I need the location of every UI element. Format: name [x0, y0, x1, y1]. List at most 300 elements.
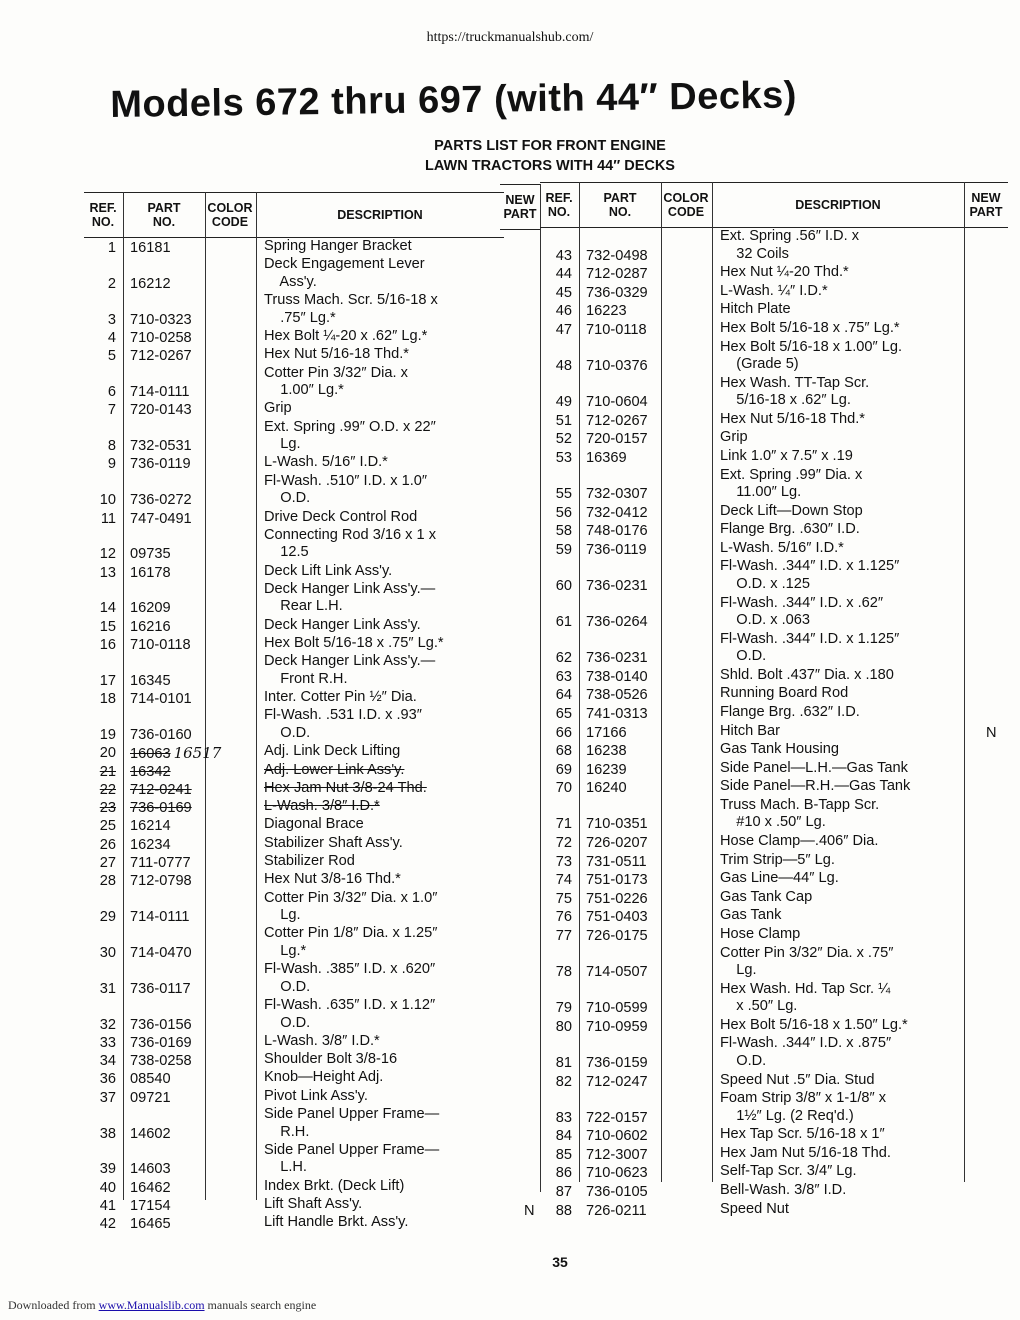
- part-no-text: 736-0231: [586, 577, 648, 594]
- part-no: [130, 1124, 171, 1144]
- description: Hitch Plate: [720, 301, 791, 318]
- ref-no: 43: [555, 247, 572, 264]
- description: Hex Nut 3/8-16 Thd.*: [264, 871, 401, 888]
- ref-no: 63: [555, 668, 572, 685]
- description: Flange Brg. .632″ I.D.: [720, 703, 860, 720]
- parts-row-64: [540, 685, 1008, 705]
- parts-row-11: [84, 509, 504, 529]
- part-no: [586, 484, 648, 504]
- part-no: [130, 563, 171, 583]
- parts-row-66: [540, 723, 1008, 743]
- description: Hitch Bar: [720, 722, 781, 739]
- description: Ext. Spring .56″ I.D. x 32 Coils: [720, 228, 859, 262]
- footer-prefix: Downloaded from: [8, 1298, 99, 1312]
- part-no: [130, 346, 192, 366]
- part-no: [586, 356, 648, 376]
- subtitle-line-1: PARTS LIST FOR FRONT ENGINE: [434, 138, 666, 154]
- part-no: [130, 907, 190, 927]
- parts-row-51: [540, 411, 1008, 431]
- part-no-text: 712-0287: [586, 266, 648, 283]
- part-no: [130, 454, 191, 474]
- description: Fl-Wash. .344″ I.D. x .62″ O.D. x .063: [720, 594, 884, 628]
- parts-row-5: [84, 346, 504, 366]
- part-no: [586, 283, 648, 303]
- part-no: [586, 870, 648, 890]
- part-no-text: 736-0156: [130, 1016, 192, 1033]
- description: L-Wash. 3/8″ I.D.*: [264, 798, 380, 815]
- part-no: [586, 962, 648, 982]
- ref-no: 44: [555, 266, 572, 283]
- parts-row-9: [84, 454, 504, 474]
- description: Stabilizer Rod: [264, 853, 355, 869]
- parts-row-87: [540, 1182, 1008, 1202]
- part-no: [586, 1053, 648, 1073]
- part-no-text: 722-0157: [586, 1109, 648, 1126]
- description: Gas Line—44″ Lg.: [720, 870, 839, 887]
- part-no-text: 710-0118: [586, 321, 647, 338]
- part-no: [130, 382, 190, 402]
- parts-row-49: [540, 374, 1008, 411]
- part-no-text: 736-0159: [586, 1054, 648, 1071]
- part-no: [586, 392, 648, 412]
- parts-row-72: [540, 833, 1008, 853]
- part-no-text: 732-0412: [586, 504, 648, 521]
- parts-row-78: [540, 944, 1008, 981]
- ref-no: 41: [99, 1197, 116, 1214]
- parts-row-52: [540, 429, 1008, 449]
- ref-no: 51: [555, 412, 572, 429]
- description: Hex Nut 5/16-18 Thd.*: [264, 346, 409, 363]
- part-no: [586, 723, 627, 743]
- description: Hose Clamp—.406″ Dia.: [720, 833, 879, 849]
- ref-no: 7: [107, 402, 116, 419]
- part-no-text: 14603: [130, 1161, 171, 1178]
- part-no-text: 710-0604: [586, 394, 648, 411]
- ref-no: 72: [555, 835, 572, 851]
- part-no: [586, 648, 648, 668]
- ref-no: 62: [555, 650, 572, 667]
- parts-row-63: [540, 667, 1008, 687]
- ref-no: 11: [100, 510, 116, 527]
- ref-no: 52: [555, 431, 572, 448]
- ref-no: 71: [555, 816, 572, 833]
- part-no: [586, 667, 648, 687]
- subtitle-line-2: LAWN TRACTORS WITH 44″ DECKS: [425, 158, 675, 174]
- ref-no: 12: [99, 546, 116, 563]
- parts-row-12: [84, 526, 504, 563]
- part-no: [130, 238, 171, 258]
- parts-row-40: [84, 1178, 504, 1198]
- ref-no: 58: [555, 523, 572, 540]
- ref-no: 74: [555, 872, 572, 889]
- part-no: [586, 926, 648, 946]
- part-no-text: 731-0511: [586, 853, 647, 870]
- ref-no: 31: [99, 980, 116, 997]
- ref-no: 65: [555, 705, 572, 722]
- description: Side Panel—L.H.—Gas Tank: [720, 759, 908, 776]
- part-no-text: 16240: [586, 780, 627, 797]
- ref-no: 8: [107, 438, 116, 455]
- part-no: [586, 907, 648, 927]
- parts-table-right: [524, 182, 1008, 1219]
- parts-row-55: [540, 466, 1008, 502]
- parts-row-22: [84, 780, 504, 800]
- ref-no: 68: [555, 743, 572, 760]
- description: Ext. Spring .99″ O.D. x 22″ Lg.: [264, 418, 436, 453]
- description: Speed Nut .5″ Dia. Stud: [720, 1071, 875, 1088]
- part-no: [130, 274, 171, 294]
- part-no: [586, 852, 647, 872]
- description: Knob—Height Adj.: [264, 1069, 384, 1086]
- header-ref-no-2: REF. NO.: [545, 191, 573, 219]
- part-no: [130, 1051, 192, 1071]
- part-no-text: 712-0798: [130, 873, 192, 890]
- description: Ext. Spring .99″ Dia. x 11.00″ Lg.: [720, 466, 863, 500]
- description: Deck Hanger Link Ass'y.— Front R.H.: [264, 653, 436, 687]
- header-ref-no: REF. NO.: [89, 201, 117, 229]
- part-no-text: 710-0351: [586, 816, 648, 833]
- part-no: [586, 833, 648, 853]
- part-no-text: 751-0403: [586, 909, 648, 926]
- ref-no: 30: [99, 944, 116, 961]
- ref-no: 22: [99, 781, 116, 798]
- part-no-text: 712-3007: [586, 1146, 648, 1163]
- part-no-text: 726-0175: [586, 928, 648, 944]
- ref-no: 14: [99, 600, 116, 617]
- part-no-text: 16462: [130, 1179, 171, 1196]
- description: Hex Bolt 5/16-18 x .75″ Lg.*: [720, 319, 900, 336]
- parts-row-85: [540, 1145, 1008, 1165]
- part-no-text: 748-0176: [586, 523, 648, 540]
- part-no: [130, 1015, 192, 1035]
- part-no-text: 732-0498: [586, 247, 648, 264]
- ref-no: 17: [99, 672, 116, 689]
- parts-row-31: [84, 961, 504, 997]
- part-no-text: 16465: [130, 1216, 171, 1233]
- parts-row-46: [540, 301, 1008, 321]
- ref-no: 40: [99, 1179, 116, 1196]
- parts-row-26: [84, 835, 504, 855]
- parts-row-65: [540, 704, 1008, 724]
- description: Self-Tap Scr. 3/4″ Lg.: [720, 1163, 857, 1180]
- ref-no: 38: [99, 1125, 116, 1142]
- parts-row-33: [84, 1033, 504, 1053]
- description: Fl-Wash. .344″ I.D. x 1.125″ O.D. x .125: [720, 558, 900, 592]
- part-no-text: 710-0376: [586, 358, 648, 374]
- part-no-text: 16214: [130, 818, 171, 835]
- part-no: [130, 490, 192, 510]
- part-no-text: 17166: [586, 724, 627, 741]
- description: Cotter Pin 3/32″ Dia. x 1.00″ Lg.*: [264, 364, 408, 398]
- part-no: [586, 1145, 648, 1165]
- parts-row-16: [84, 635, 504, 655]
- description: Hex Nut ¼-20 Thd.*: [720, 264, 849, 281]
- part-no-text: 710-0602: [586, 1128, 648, 1145]
- part-no: [130, 1178, 171, 1198]
- part-no: [586, 1126, 648, 1146]
- part-no-text: 710-0623: [586, 1165, 648, 1182]
- parts-row-18: [84, 689, 504, 709]
- description: Fl-Wash. .344″ I.D. x 1.125″ O.D.: [720, 630, 900, 665]
- ref-no: 29: [99, 909, 116, 926]
- part-no-text: 720-0157: [586, 431, 648, 448]
- part-no: [586, 741, 627, 761]
- parts-row-21: [84, 762, 504, 782]
- parts-row-80: [540, 1017, 1008, 1037]
- ref-no: 70: [555, 780, 572, 797]
- part-no-text: 09735: [130, 546, 171, 563]
- new-part-flag: N: [524, 1202, 535, 1219]
- part-no: [130, 1159, 171, 1179]
- ref-no: 73: [555, 853, 572, 870]
- header-part-no: PART NO.: [147, 201, 181, 229]
- parts-row-25: [84, 816, 504, 836]
- part-no: [130, 1196, 171, 1216]
- part-no: [586, 1108, 648, 1128]
- ref-no: 53: [555, 449, 572, 466]
- part-no: [586, 998, 648, 1018]
- part-no: [130, 544, 171, 564]
- part-no-text: 08540: [130, 1071, 171, 1088]
- ref-no: 86: [555, 1165, 572, 1182]
- description: Pivot Link Ass'y.: [264, 1087, 368, 1104]
- parts-row-58: [540, 521, 1008, 541]
- part-no-text: 720-0143: [130, 402, 192, 419]
- description: Shld. Bolt .437″ Dia. x .180: [720, 666, 894, 683]
- part-no-text: 738-0526: [586, 687, 648, 704]
- parts-row-3: [84, 292, 504, 328]
- ref-no: 10: [99, 492, 116, 509]
- parts-row-75: [540, 889, 1008, 909]
- part-no-text: 726-0211: [586, 1202, 647, 1219]
- part-no-text: 710-0118: [130, 637, 191, 653]
- part-no-text: 16223: [586, 303, 627, 320]
- parts-row-69: [540, 760, 1008, 780]
- description: Hex Wash. Hd. Tap Scr. ¼ x .50″ Lg.: [720, 980, 891, 1015]
- part-no-text: 751-0226: [586, 890, 648, 907]
- ref-no: 84: [555, 1128, 572, 1145]
- ref-no: 81: [555, 1054, 572, 1071]
- ref-no: 13: [99, 564, 116, 581]
- ref-no: 5: [107, 348, 116, 365]
- part-no: [130, 598, 171, 618]
- ref-no: 60: [555, 577, 572, 594]
- part-no-text: 714-0470: [130, 944, 192, 961]
- part-no: [586, 760, 627, 780]
- part-no: [586, 429, 648, 449]
- parts-row-23: [84, 798, 504, 818]
- part-no-text: 09721: [130, 1089, 171, 1106]
- description: L-Wash. ¼″ I.D.*: [720, 282, 828, 299]
- description: Running Board Rod: [720, 685, 849, 702]
- part-no-text: 736-0119: [586, 541, 647, 558]
- description: Deck Hanger Link Ass'y.: [264, 616, 421, 633]
- description: Fl-Wash. .635″ I.D. x 1.12″ O.D.: [264, 997, 436, 1031]
- ref-no: 75: [555, 890, 572, 907]
- part-no: [130, 871, 192, 891]
- ref-no: 87: [555, 1184, 572, 1200]
- description: Flange Brg. .630″ I.D.: [720, 521, 860, 538]
- part-no-text: 712-0267: [130, 348, 192, 365]
- part-no-text: 710-0258: [130, 329, 192, 346]
- ref-no: 55: [555, 486, 572, 502]
- part-no: [130, 1088, 171, 1108]
- parts-row-41: [84, 1196, 504, 1216]
- part-no-text: 747-0491: [130, 510, 192, 527]
- parts-row-36: [84, 1069, 504, 1089]
- parts-row-34: [84, 1051, 504, 1071]
- parts-row-37: [84, 1088, 504, 1108]
- ref-no: 4: [107, 329, 116, 346]
- ref-no: 64: [555, 687, 572, 704]
- part-no: [130, 943, 192, 963]
- part-no-text: 711-0777: [130, 855, 191, 871]
- description: Hex Bolt 5/16-18 x 1.50″ Lg.*: [720, 1016, 908, 1033]
- parts-row-44: [540, 264, 1008, 284]
- parts-row-71: [540, 796, 1008, 833]
- parts-row-39: [84, 1141, 504, 1178]
- part-no: [130, 310, 192, 330]
- description: Cotter Pin 3/32″ Dia. x 1.0″ Lg.: [264, 889, 438, 924]
- part-no: [130, 816, 171, 836]
- ref-no: 36: [99, 1071, 116, 1088]
- ref-no: 59: [555, 541, 572, 558]
- description: Grip: [264, 400, 292, 417]
- description: Side Panel—R.H.—Gas Tank: [720, 778, 911, 795]
- ref-no: 34: [99, 1053, 116, 1070]
- part-no: [586, 540, 647, 560]
- part-no: [586, 889, 648, 909]
- parts-row-61: [540, 594, 1008, 630]
- part-no: [586, 1163, 648, 1183]
- parts-row-83: [540, 1090, 1008, 1126]
- part-no-text: 714-0111: [130, 909, 190, 926]
- ref-no: 37: [99, 1089, 116, 1106]
- parts-row-45: [540, 283, 1008, 303]
- parts-row-79: [540, 980, 1008, 1017]
- part-no: [130, 1033, 192, 1053]
- description: Side Panel Upper Frame— L.H.: [264, 1141, 440, 1176]
- description: L-Wash. 3/8″ I.D.*: [264, 1032, 380, 1049]
- part-no-text: 710-0323: [130, 311, 192, 328]
- description: L-Wash. 5/16″ I.D.*: [264, 454, 388, 471]
- part-no: [586, 778, 627, 798]
- parts-row-59: [540, 540, 1008, 560]
- parts-row-13: [84, 563, 504, 583]
- ref-no: 69: [555, 761, 572, 778]
- part-no: [586, 612, 648, 632]
- parts-row-20: [84, 743, 504, 763]
- description: Adj. Lower Link Ass'y.: [264, 761, 405, 778]
- parts-row-32: [84, 997, 504, 1033]
- description: Cotter Pin 3/32″ Dia. x .75″ Lg.: [720, 944, 894, 979]
- part-no: [586, 411, 648, 431]
- part-no-text: 714-0507: [586, 964, 648, 981]
- description: Fl-Wash. .385″ I.D. x .620″ O.D.: [264, 961, 436, 995]
- header-description-2: DESCRIPTION: [795, 198, 881, 212]
- source-url: https://truckmanualshub.com/: [426, 30, 594, 45]
- part-no-text: 16178: [130, 564, 171, 581]
- part-no-text: 714-0111: [130, 384, 190, 400]
- ref-no: 78: [555, 964, 572, 981]
- ref-no: 66: [555, 724, 572, 741]
- part-no: [586, 1201, 647, 1221]
- part-no-text: 712-0247: [586, 1073, 648, 1090]
- parts-row-30: [84, 925, 504, 961]
- ref-no: 47: [555, 321, 572, 338]
- ref-no: 33: [99, 1034, 116, 1051]
- parts-row-29: [84, 889, 504, 926]
- parts-row-2: [84, 256, 504, 292]
- description: Deck Lift Link Ass'y.: [264, 562, 393, 579]
- part-no-text: 736-0169: [130, 800, 192, 817]
- ref-no: 3: [107, 311, 116, 328]
- parts-row-27: [84, 853, 504, 873]
- parts-row-4: [84, 328, 504, 348]
- part-no-text: 712-0241: [130, 781, 192, 798]
- part-no-text: 16212: [130, 275, 171, 292]
- description: Bell-Wash. 3/8″ I.D.: [720, 1182, 847, 1198]
- ref-no: 23: [99, 800, 116, 817]
- description: Link 1.0″ x 7.5″ x .19: [720, 447, 853, 464]
- part-no-text: 16239: [586, 761, 627, 778]
- description: Gas Tank Housing: [720, 741, 839, 758]
- parts-row-60: [540, 558, 1008, 594]
- description: Hex Wash. TT-Tap Scr. 5/16-18 x .62″ Lg.: [720, 374, 870, 409]
- part-no: [130, 725, 192, 745]
- part-no-text: 16238: [586, 743, 627, 760]
- part-no-text: 736-0231: [586, 650, 648, 667]
- ref-no: 20: [99, 745, 116, 762]
- description: Inter. Cotter Pin ½″ Dia.: [264, 689, 417, 706]
- description: Stabilizer Shaft Ass'y.: [264, 834, 403, 851]
- part-no: [130, 689, 192, 709]
- part-no-text: 738-0140: [586, 668, 648, 685]
- parts-row-53: [540, 448, 1008, 468]
- description: Connecting Rod 3/16 x 1 x 12.5: [264, 526, 436, 561]
- ref-no: 45: [555, 284, 572, 301]
- ref-no: 15: [99, 618, 116, 635]
- parts-row-1: [84, 238, 504, 258]
- ref-no: 77: [555, 928, 572, 944]
- parts-row-73: [540, 852, 1008, 872]
- part-no-text: 732-0531: [130, 438, 192, 455]
- parts-row-47: [540, 320, 1008, 340]
- ref-no: 28: [99, 873, 116, 890]
- part-no-text: 736-0169: [130, 1034, 192, 1051]
- part-no-text: 16181: [130, 240, 171, 256]
- ref-no: 1: [107, 240, 116, 256]
- ref-no: 25: [99, 818, 116, 835]
- manualslib-link[interactable]: www.Manualslib.com: [98, 1298, 205, 1312]
- header-new-part: NEW PART: [503, 193, 537, 221]
- ref-no: 46: [555, 303, 572, 320]
- ref-no: 48: [555, 358, 572, 374]
- description: Deck Hanger Link Ass'y.— Rear L.H.: [264, 580, 436, 615]
- ref-no: 2: [107, 275, 116, 292]
- part-no-text: 736-0117: [130, 980, 191, 997]
- part-no: [586, 1017, 648, 1037]
- part-no: [586, 521, 648, 541]
- part-no-text: 736-0105: [586, 1184, 648, 1200]
- part-no: [586, 301, 627, 321]
- page-title: Models 672 thru 697 (with 44″ Decks): [110, 74, 798, 126]
- page-number: 35: [552, 1254, 568, 1270]
- description: Fl-Wash. .510″ I.D. x 1.0″ O.D.: [264, 472, 428, 507]
- part-no-text: 732-0307: [586, 486, 648, 502]
- header-description: DESCRIPTION: [337, 208, 423, 222]
- parts-row-19: [84, 707, 504, 743]
